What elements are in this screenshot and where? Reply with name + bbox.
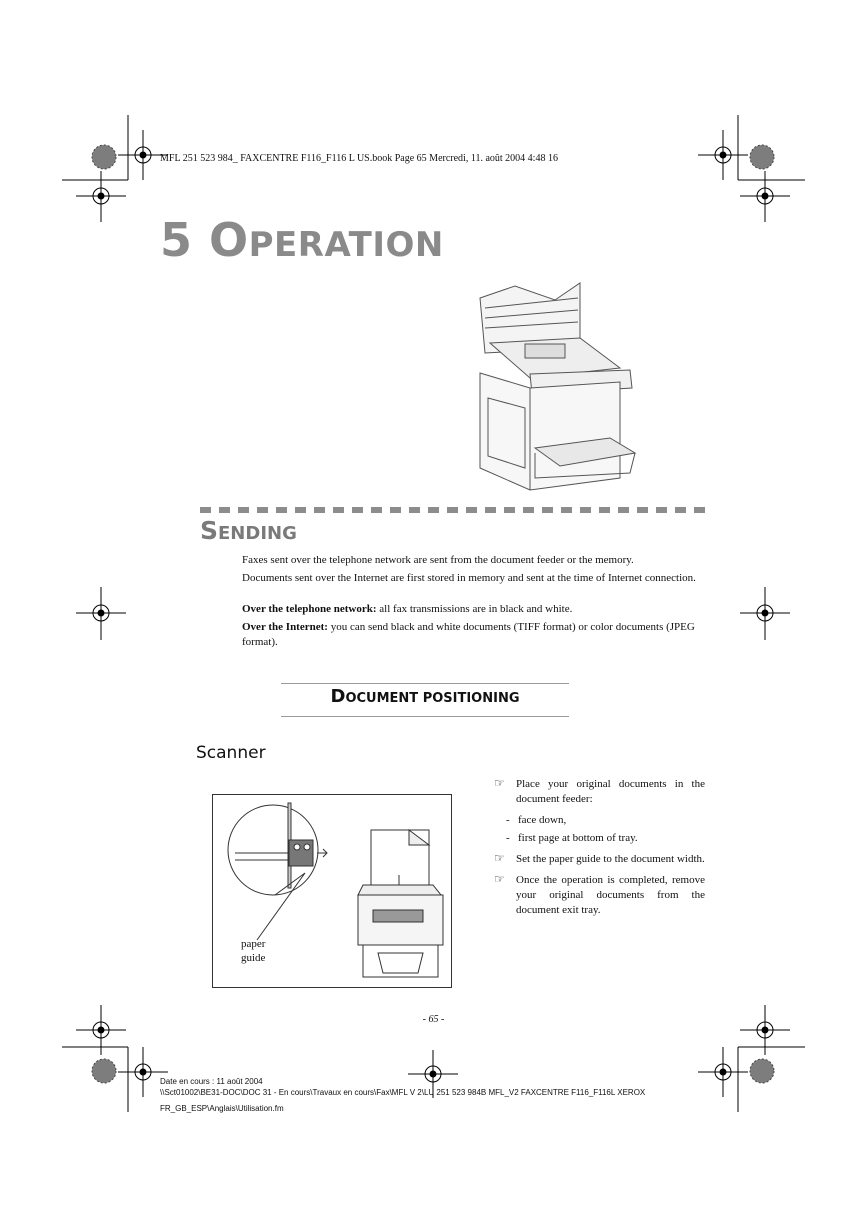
dash-marker: - xyxy=(506,832,510,844)
dash-marker: - xyxy=(506,814,510,826)
chapter-title-rest: PERATION xyxy=(248,225,444,265)
step-text: Set the paper guide to the document width. xyxy=(516,853,705,865)
section-title xyxy=(200,516,297,545)
step-text: Place your original documents in the document feeder: xyxy=(516,778,705,805)
footer-date: Date en cours : 11 août 2004 xyxy=(160,1077,263,1086)
chapter-title xyxy=(160,213,444,267)
telephone-label: Over the telephone network: xyxy=(242,603,377,615)
step-subitem xyxy=(494,831,705,846)
internet-label: Over the Internet: xyxy=(242,621,328,633)
page-number: - 65 - xyxy=(422,1014,445,1025)
paragraph: Documents sent over the Internet are first stored in memory and sent at the time of Internet connection. xyxy=(242,572,696,584)
figure-label-line2: guide xyxy=(241,952,266,964)
pointing-hand-icon: ☞ xyxy=(494,851,505,865)
internet-paragraph xyxy=(242,620,704,650)
telephone-text: all fax transmissions are in black and white. xyxy=(376,603,573,615)
fax-machine-illustration xyxy=(470,278,640,498)
step-subitem-text: first page at bottom of tray. xyxy=(518,832,638,844)
internet-text: you can send black and white documents (TIFF format) or color documents (JPEG format). xyxy=(242,621,695,648)
chapter-number: 5 xyxy=(160,213,193,267)
pointing-hand-icon: ☞ xyxy=(494,872,505,886)
subsection-title-initial: D xyxy=(330,686,346,707)
subsection-title xyxy=(281,686,569,707)
footer-file: FR_GB_ESP\Anglais\Utilisation.fm xyxy=(160,1104,284,1113)
step-text: Once the operation is completed, remove your original documents from the document exit tray. xyxy=(516,874,705,916)
paragraph: Faxes sent over the telephone network are sent from the document feeder or the memory. xyxy=(242,554,634,566)
figure-label-line1: paper xyxy=(241,938,266,950)
subsection-rule-bottom xyxy=(281,716,569,717)
book-header: MFL 251 523 984_ FAXCENTRE F116_F116 L US.book Page 65 Mercredi, 11. août 2004 4:48 16 xyxy=(160,153,558,164)
section-title-initial: S xyxy=(200,516,219,545)
step-item xyxy=(494,852,705,867)
subsection-rule-top xyxy=(281,683,569,684)
pointing-hand-icon: ☞ xyxy=(494,776,505,790)
step-subitem xyxy=(494,813,705,828)
subsection-title-rest: OCUMENT POSITIONING xyxy=(345,691,520,706)
section-title-rest: ENDING xyxy=(218,523,297,544)
step-item xyxy=(494,873,705,918)
figure-box xyxy=(212,794,452,988)
telephone-paragraph xyxy=(242,602,704,617)
footer-path: \\Sct01002\BE31-DOC\DOC 31 - En cours\Travaux en cours\Fax\MFL V 2\LU 251 523 984B MFL_V2 FAXCENTRE F116_F116L XEROX xyxy=(160,1088,646,1097)
scanner-heading: Scanner xyxy=(196,743,266,763)
section-divider xyxy=(200,507,705,513)
steps-list xyxy=(494,777,705,924)
step-subitem-text: face down, xyxy=(518,814,567,826)
chapter-title-initial: O xyxy=(209,213,249,267)
step-item xyxy=(494,777,705,807)
